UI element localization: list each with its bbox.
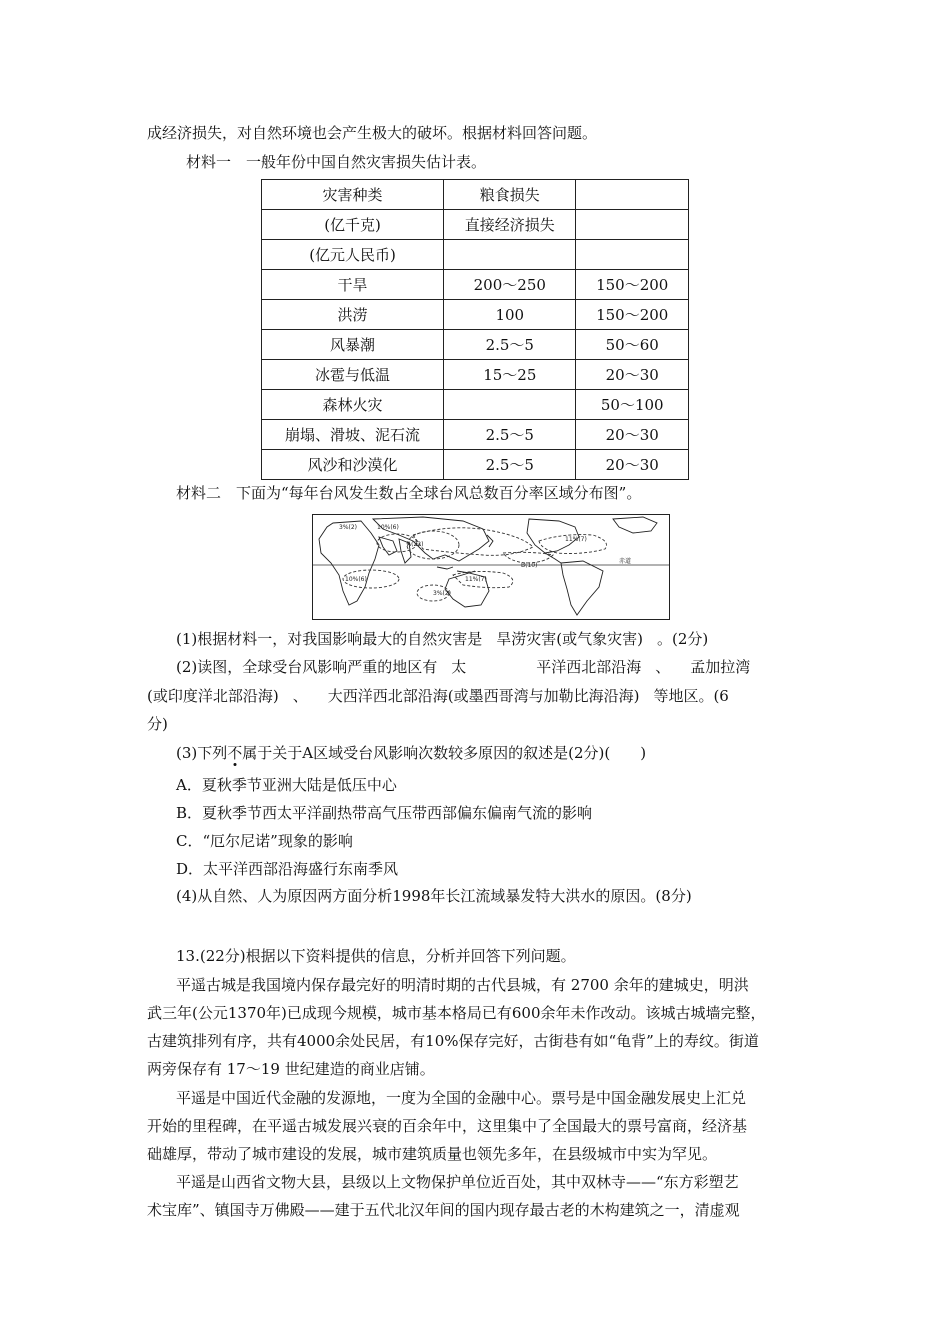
map-label: B(10) — [521, 562, 538, 569]
table-header-row — [262, 180, 689, 210]
q2-answer-3: 孟加拉湾 — [690, 658, 751, 676]
map-label: A(22) — [407, 541, 424, 548]
map-label: 11%(7) — [465, 576, 487, 583]
map-label: 10%(6) — [377, 524, 399, 531]
q1-prefix: (1)根据材料一，对我国影响最大的自然灾害是 — [176, 630, 483, 648]
table-cell: 2.5～5 — [444, 450, 576, 480]
table-cell: 50～100 — [576, 390, 689, 420]
intro-line: 成经济损失，对自然环境也会产生极大的破坏。根据材料回答问题。 — [147, 124, 598, 142]
q1-answer: 旱涝灾害(或气象灾害) — [496, 630, 643, 648]
q2-sep-1: 、 — [655, 658, 671, 676]
q2-answer-1: 太 — [451, 658, 467, 676]
table-cell: 灾害种类 — [262, 180, 444, 210]
map-label: 3%(2) — [433, 590, 452, 597]
table-cell — [576, 180, 689, 210]
table-cell: (亿千克) — [262, 210, 444, 240]
map-label: 3%(2) — [339, 524, 358, 531]
table-cell: 150～200 — [576, 300, 689, 330]
table-cell: 风沙和沙漠化 — [262, 450, 444, 480]
table-row — [262, 270, 689, 300]
question-1 — [176, 629, 708, 649]
table-cell: 直接经济损失 — [444, 210, 576, 240]
question-2-line-3: 分) — [147, 715, 168, 733]
table-cell: 150～200 — [576, 270, 689, 300]
table-row — [262, 420, 689, 450]
q3-option-a: A．夏秋季节亚洲大陆是低压中心 — [176, 776, 397, 794]
table-cell — [576, 240, 689, 270]
question-4: (4)从自然、人为原因两方面分析1998年长江流域暴发特大洪水的原因。(8分) — [176, 887, 692, 905]
table-row — [262, 300, 689, 330]
q13-p2-line: 础雄厚，带动了城市建设的发展，城市建筑质量也领先多年，在县级城市中实为罕见。 — [147, 1145, 718, 1163]
q3-emphasis: 不 — [227, 744, 243, 762]
disaster-loss-table — [261, 179, 689, 480]
table-cell: 20～30 — [576, 450, 689, 480]
table-row — [262, 330, 689, 360]
q13-p3-line: 术宝库”、镇国寺万佛殿——建于五代北汉年间的国内现存最古老的木构建筑之一，清虚观 — [147, 1201, 740, 1219]
q2-sep-2: 、 — [292, 687, 308, 705]
map-label: 11%(7) — [565, 536, 587, 543]
q13-p2-line: 开始的里程碑，在平遥古城发展兴衰的百余年中，这里集中了全国最大的票号富商，经济基 — [147, 1117, 748, 1135]
q2-suffix: 等地区。(6 — [653, 687, 729, 705]
q1-suffix: 。(2分) — [656, 630, 709, 648]
question-2-line-2 — [147, 686, 729, 706]
table-cell: 2.5～5 — [444, 420, 576, 450]
q2-prefix: (2)读图，全球受台风影响严重的地区有 — [176, 658, 438, 676]
typhoon-distribution-map — [312, 514, 670, 620]
q13-header: 13.(22分)根据以下资料提供的信息，分析并回答下列问题。 — [176, 947, 576, 965]
table-cell: 冰雹与低温 — [262, 360, 444, 390]
table-header-row — [262, 210, 689, 240]
q3-option-c: C．“厄尔尼诺”现象的影响 — [176, 832, 353, 850]
q2-answer-3b: (或印度洋北部沿海) — [147, 687, 279, 705]
table-header-row — [262, 240, 689, 270]
material2-title: 材料二 下面为“每年台风发生数占全球台风总数百分率区域分布图”。 — [176, 484, 642, 502]
table-row — [262, 360, 689, 390]
map-label: 赤道 — [619, 558, 632, 565]
continent-outlines — [319, 517, 657, 615]
q13-p2-line: 平遥是中国近代金融的发源地，一度为全国的金融中心。票号是中国金融发展史上汇兑 — [176, 1089, 747, 1107]
map-label: 10%(6) — [345, 576, 367, 583]
table-cell: 15～25 — [444, 360, 576, 390]
question-3 — [176, 743, 646, 763]
table-cell: 风暴潮 — [262, 330, 444, 360]
table-cell: 20～30 — [576, 420, 689, 450]
zone-nw-pacific — [413, 528, 533, 556]
material1-title: 材料一 一般年份中国自然灾害损失估计表。 — [186, 153, 487, 171]
q2-answer-2: 平洋西北部沿海 — [536, 658, 642, 676]
q13-p1-line: 武三年(公元1370年)已成现今规模，城市基本格局已有600余年未作改动。该城古城墙完整， — [147, 1004, 766, 1022]
table-row — [262, 450, 689, 480]
table-cell — [576, 210, 689, 240]
table-cell — [444, 390, 576, 420]
q2-answer-4: 大西洋西北部沿海(或墨西哥湾与加勒比海沿海) — [327, 687, 640, 705]
table-cell: (亿元人民币) — [262, 240, 444, 270]
q3-option-d: D．太平洋西部沿海盛行东南季风 — [176, 860, 399, 878]
table-cell: 洪涝 — [262, 300, 444, 330]
q3-option-b: B．夏秋季节西太平洋副热带高气压带西部偏东偏南气流的影响 — [176, 804, 593, 822]
q13-p1-line: 平遥古城是我国境内保存最完好的明清时期的古代县城，有 2700 余年的建城史，明洪 — [176, 976, 749, 994]
table-cell — [444, 240, 576, 270]
table-cell: 崩塌、滑坡、泥石流 — [262, 420, 444, 450]
table-cell: 50～60 — [576, 330, 689, 360]
table-cell: 2.5～5 — [444, 330, 576, 360]
q3-prefix: (3)下列 — [176, 744, 228, 762]
table-row — [262, 390, 689, 420]
table-cell: 200～250 — [444, 270, 576, 300]
table-cell: 20～30 — [576, 360, 689, 390]
question-2-line-1 — [176, 657, 750, 677]
table-cell: 干旱 — [262, 270, 444, 300]
q13-p3-line: 平遥是山西省文物大县，县级以上文物保护单位近百处，其中双林寺——“东方彩塑艺 — [176, 1173, 739, 1191]
table-cell: 粮食损失 — [444, 180, 576, 210]
table-cell: 100 — [444, 300, 576, 330]
table-cell: 森林火灾 — [262, 390, 444, 420]
q3-rest: 属于关于A区域受台风影响次数较多原因的叙述是(2分)( ) — [242, 744, 647, 762]
q13-p1-line: 两旁保存有 17～19 世纪建造的商业店铺。 — [147, 1060, 435, 1078]
q13-p1-line: 古建筑排列有序，共有4000余处民居，有10%保存完好，古街巷有如“龟背”上的寿纹。街道 — [147, 1032, 759, 1050]
